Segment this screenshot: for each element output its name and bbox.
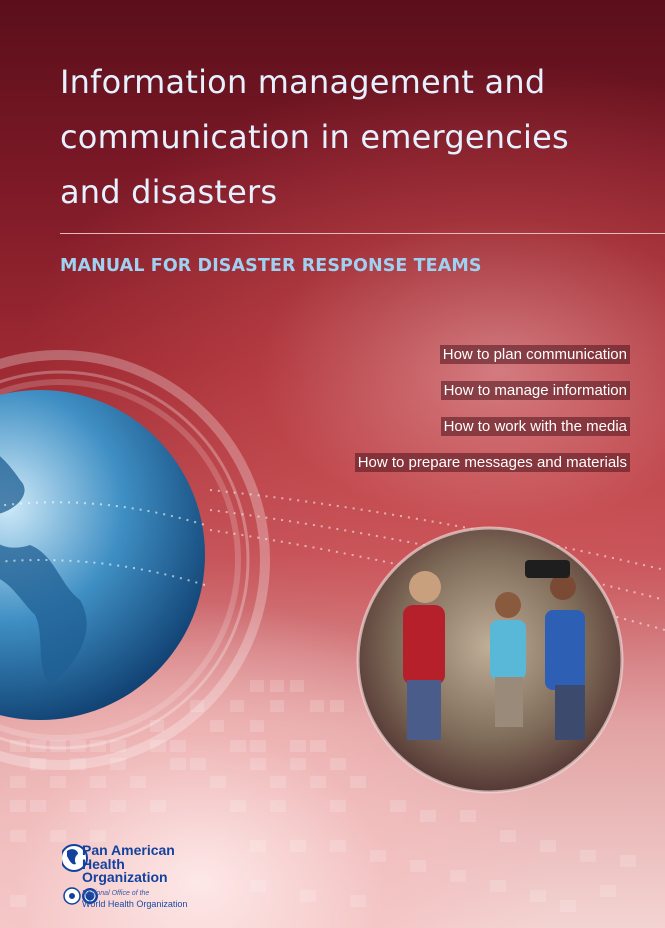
topic-item: How to prepare messages and materials	[355, 451, 630, 474]
cover-subtitle: MANUAL FOR DISASTER RESPONSE TEAMS	[60, 256, 482, 276]
topic-item: How to manage information	[355, 379, 630, 402]
regional-office-label: Regional Office of the	[82, 890, 150, 897]
who-label: World Health Organization	[82, 899, 188, 909]
title-line-2: communication in emergencies	[60, 118, 569, 156]
topic-list	[355, 343, 630, 487]
topic-item: How to plan communication	[355, 343, 630, 366]
title-divider	[60, 233, 665, 234]
org-name: Pan American Health Organization	[82, 842, 175, 885]
photo-sphere	[355, 525, 625, 795]
globe-icon	[0, 385, 210, 725]
title-line-3: and disasters	[60, 173, 278, 211]
title-line-1: Information management and	[60, 63, 546, 101]
topic-item: How to work with the media	[355, 415, 630, 438]
cover-title	[60, 55, 620, 220]
